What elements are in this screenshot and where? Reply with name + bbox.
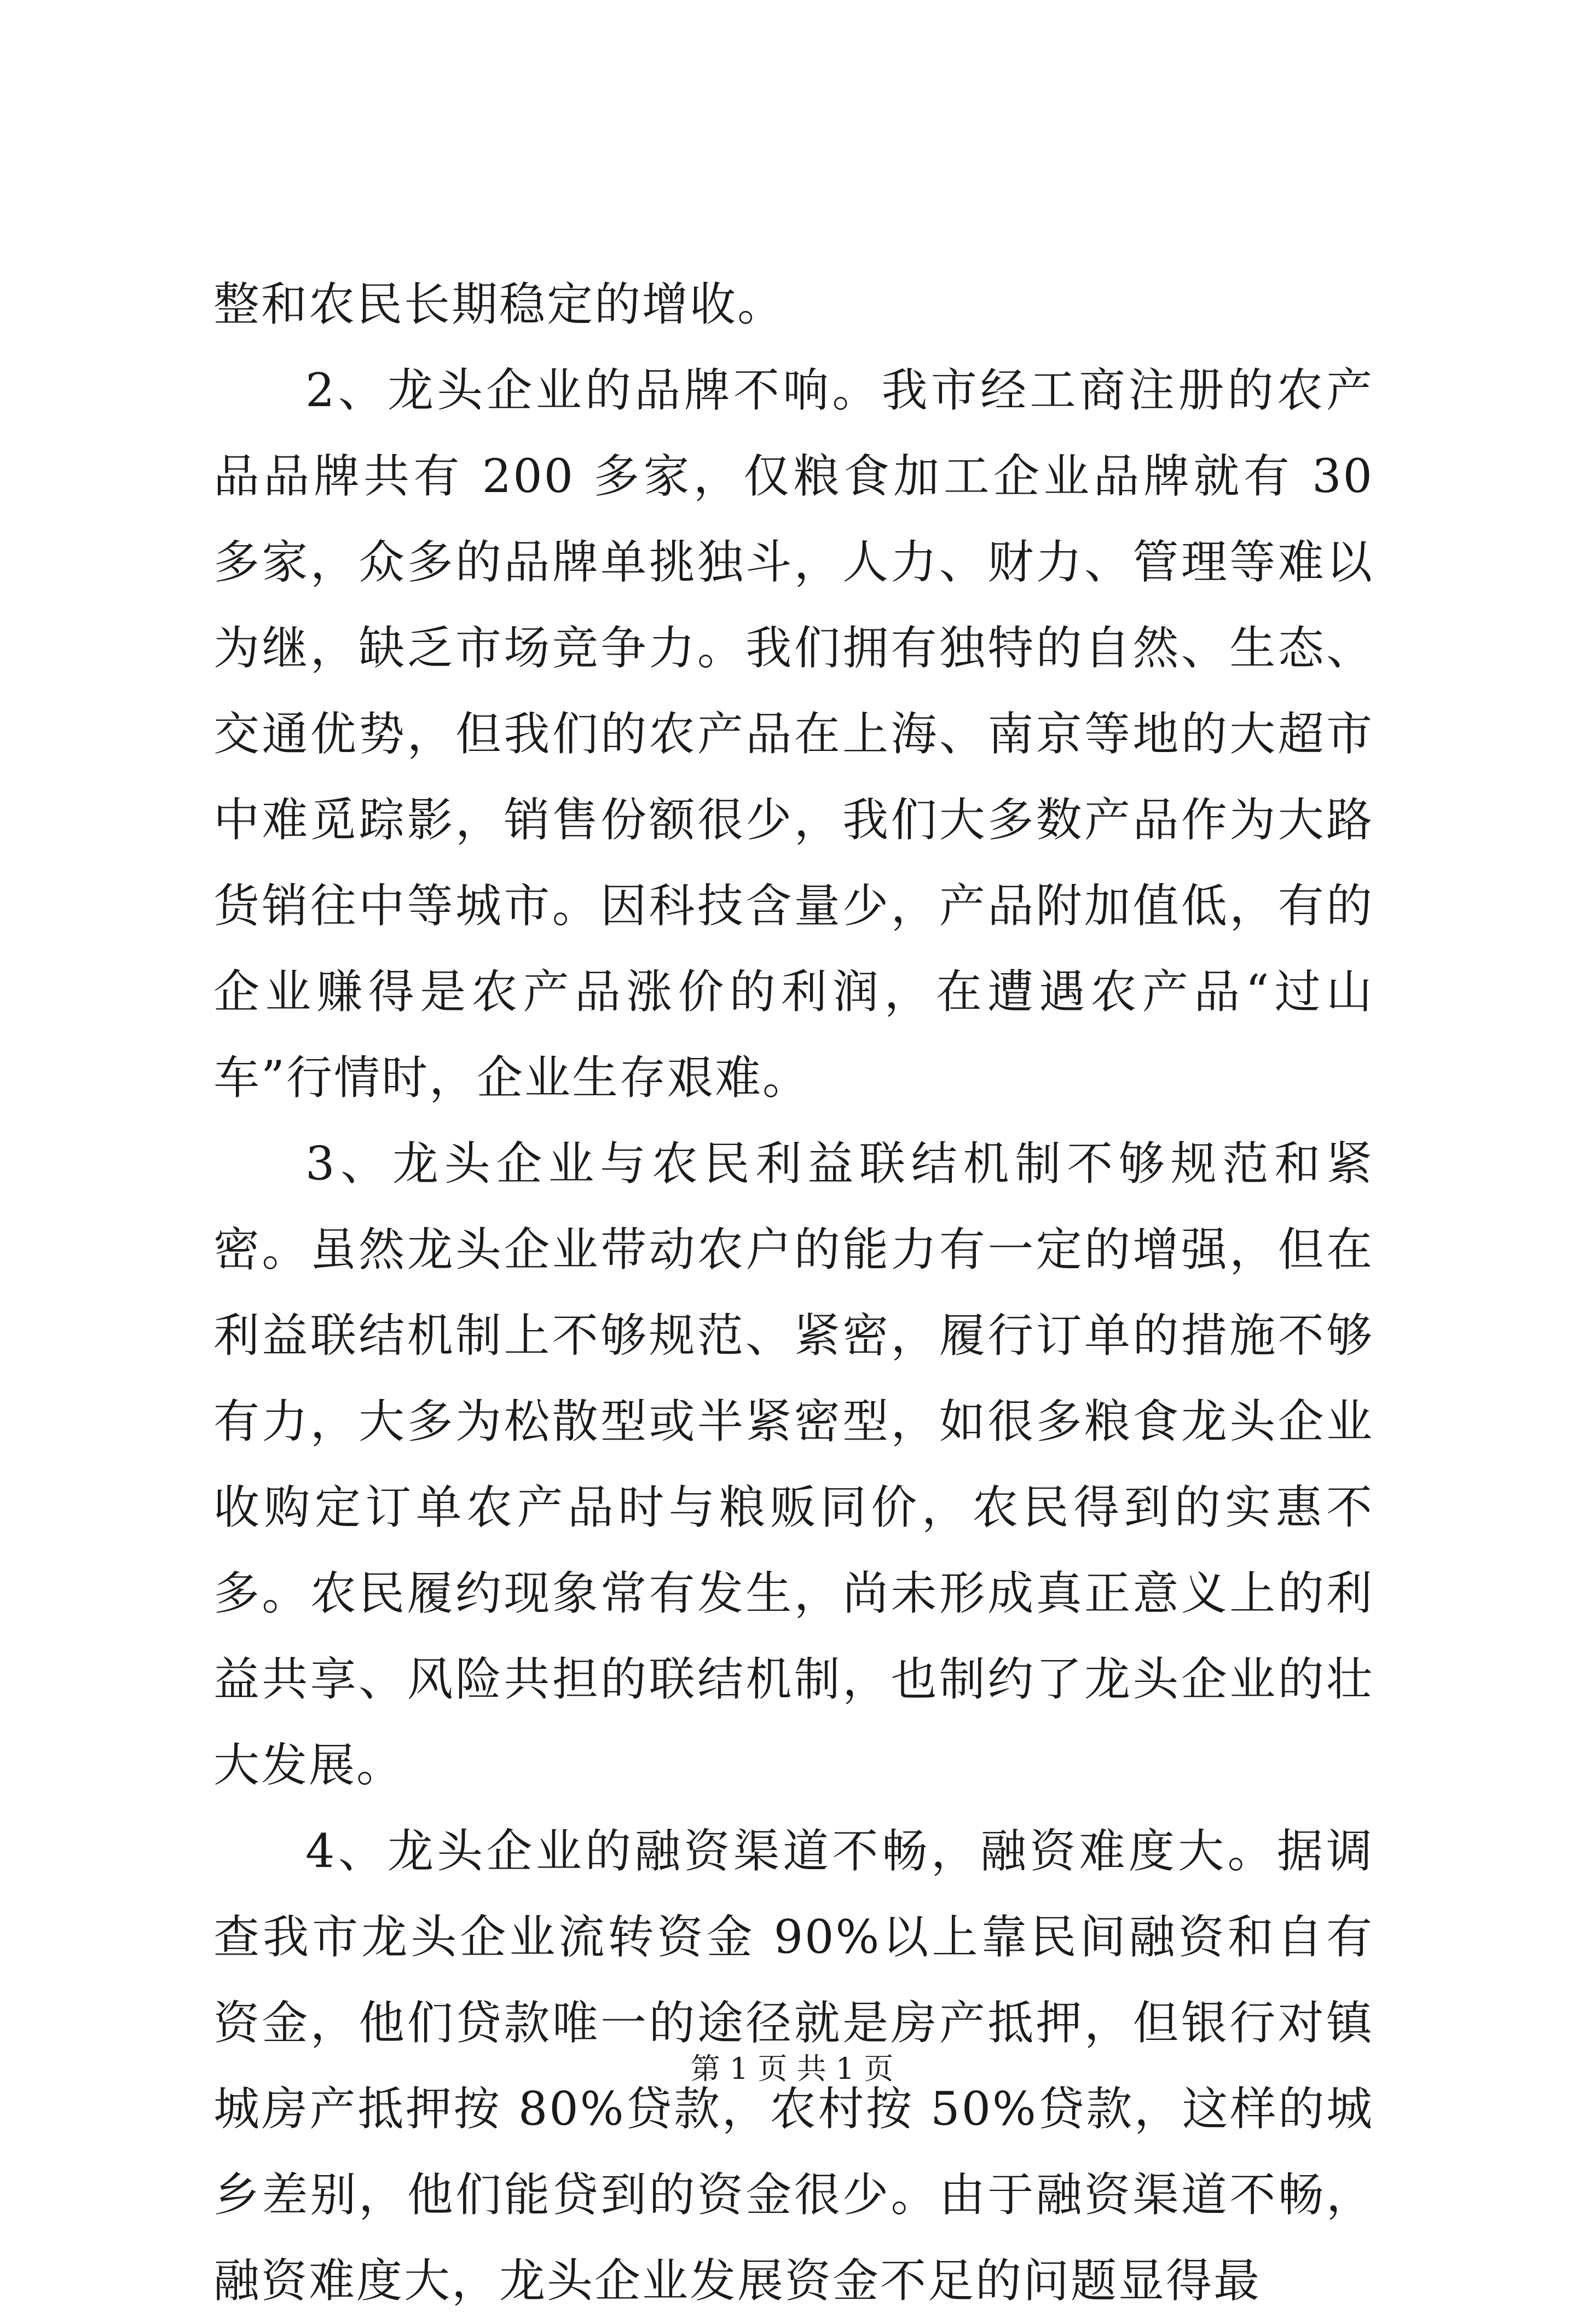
page-footer: 第 1 页 共 1 页 bbox=[690, 2051, 894, 2086]
paragraph-4: 4、龙头企业的融资渠道不畅，融资难度大。据调查我市龙头企业流转资金 90%以上靠民间融资和自有资金，他们贷款唯一的途径就是房产抵押，但银行对镇城房产抵押按 80%贷款，农村按 50%贷款，这样的城乡差别，他们能贷到的资金很少。由于融资渠道不畅，融资难度大，龙头企业发展资金不足的问题显得最 bbox=[213, 1824, 1374, 2308]
paragraph-3: 3、龙头企业与农民利益联结机制不够规范和紧密。虽然龙头企业带动农户的能力有一定的增强，但在利益联结机制上不够规范、紧密，履行订单的措施不够有力，大多为松散型或半紧密型，如很多粮食龙头企业收购定订单农产品时与粮贩同价，农民得到的实惠不多。农民履约现象常有发生，尚未形成真正意义上的利益共享、风险共担的联结机制，也制约了龙头企业的壮大发展。 bbox=[213, 1137, 1374, 1792]
body-text bbox=[213, 262, 1374, 2324]
paragraph-2: 2、龙头企业的品牌不响。我市经工商注册的农产品品牌共有 200 多家，仅粮食加工企业品牌就有 30 多家，众多的品牌单挑独斗，人力、财力、管理等难以为继，缺乏市场竞争力。我们拥有独特的自然、生态、交通优势，但我们的农产品在上海、南京等地的大超市中难觅踪影，销售份额很少，我们大多数产品作为大路货销往中等城市。因科技含量少，产品附加值低，有的企业赚得是农产品涨价的利润，在遭遇农产品“过山车”行情时，企业生存艰难。 bbox=[213, 363, 1374, 1105]
paragraph-1: 整和农民长期稳定的增收。 bbox=[213, 278, 785, 331]
